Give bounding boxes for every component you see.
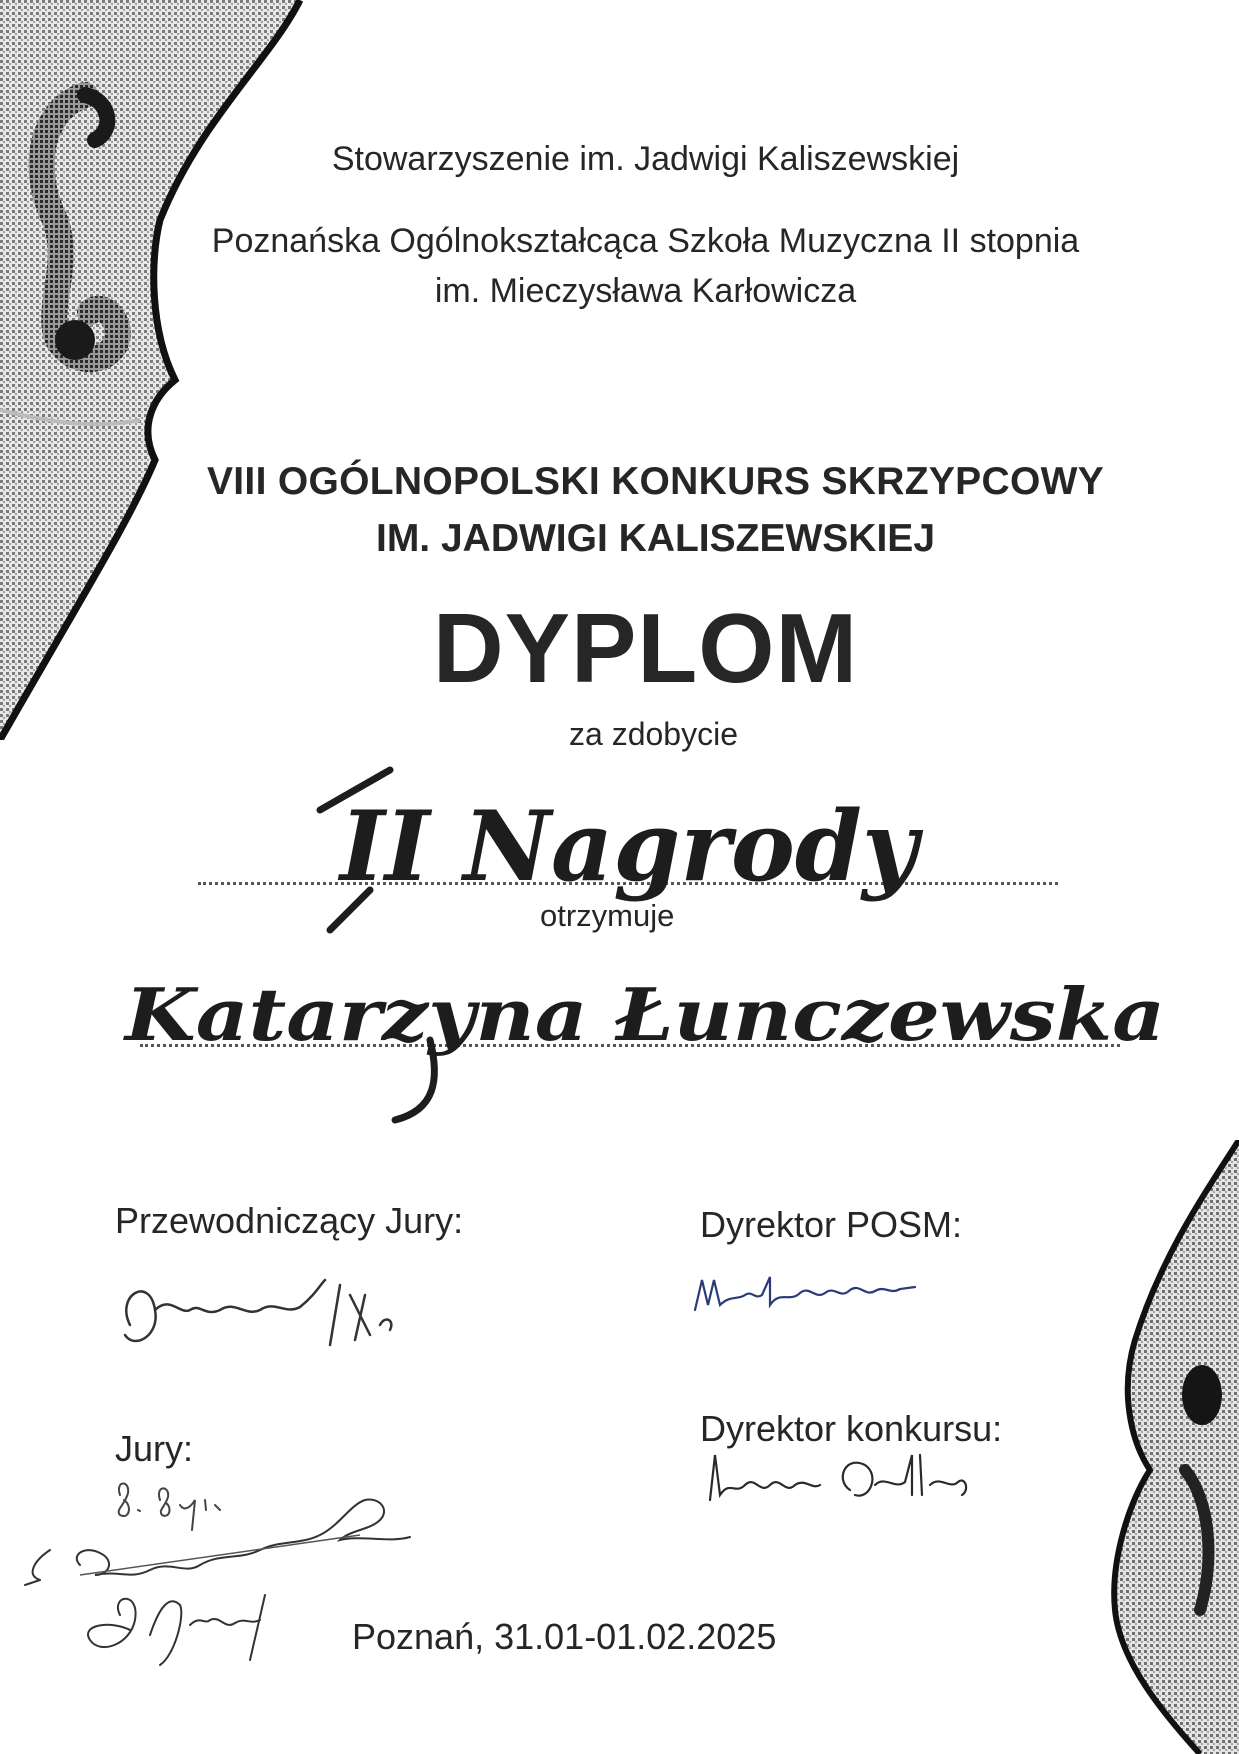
receives-text: otrzymuje [540,898,675,933]
award-intro-text: za zdobycie [569,716,738,752]
award-handwritten-text: II Nagrody [340,790,918,903]
competition-director-label: Dyrektor konkursu: [700,1408,1003,1449]
diploma-title: DYPLOM [432,593,859,703]
competition-director-signature [700,1440,1020,1520]
school-name-line2: im. Mieczysława Karłowicza [434,272,857,310]
association-name: Stowarzyszenie im. Jadwigi Kaliszewskiej [331,140,960,178]
school-director-signature [690,1265,950,1325]
competition-title-line2: IM. JADWIGI KALISZEWSKIEJ [375,517,936,560]
jury-chair-signature [110,1255,460,1365]
violin-body-bottom-graphic [1090,1140,1239,1754]
competition-title-line1: VIII OGÓLNOPOLSKI KONKURS SKRZYPCOWY [206,460,1105,503]
school-name-line1: Poznańska Ogólnokształcąca Szkoła Muzyczna II stopnia [211,222,1080,260]
school-director-label: Dyrektor POSM: [700,1204,963,1245]
jury-label: Jury: [115,1428,194,1469]
recipient-handwritten-name: Katarzyna Łunczewska [122,972,1166,1057]
award-handwriting [300,750,940,980]
recipient-handwriting [115,960,1175,1140]
jury-chair-label: Przewodniczący Jury: [115,1200,464,1241]
place-and-date: Poznań, 31.01-01.02.2025 [352,1616,777,1657]
